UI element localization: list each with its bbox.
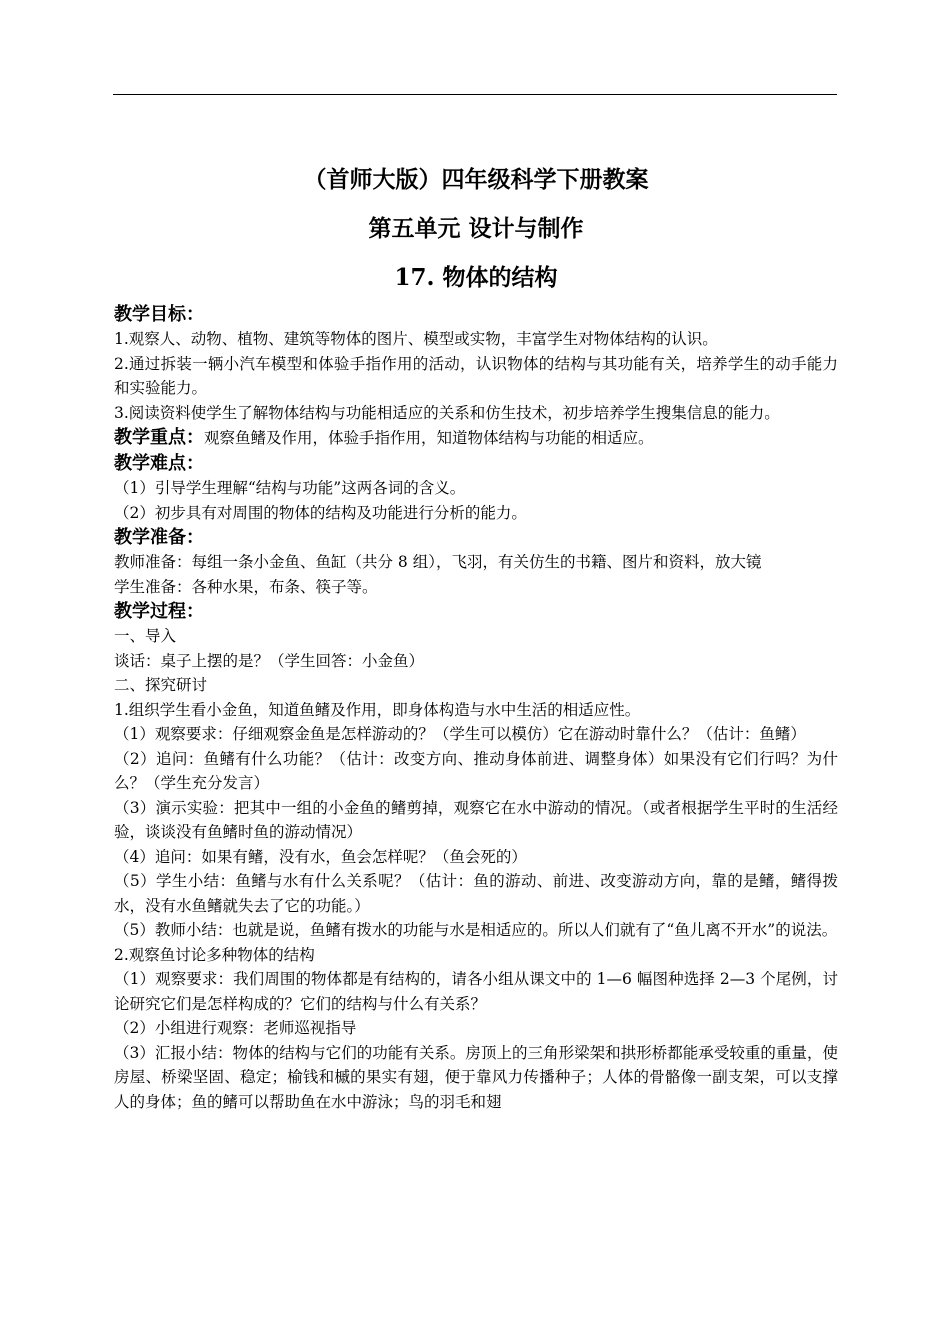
difficulty-item: （2）初步具有对周围的物体的结构及功能进行分析的能力。 [114, 503, 527, 522]
process-line: 二、探究研讨 [114, 676, 208, 694]
header-rule [113, 94, 837, 95]
process-line: （4）追问：如果有鳍，没有水，鱼会怎样呢？（鱼会死的） [114, 847, 527, 866]
process-line: （3）汇报小结：物体的结构与它们的功能有关系。房顶上的三角形梁架和拱形桥都能承受较重的重量，使房屋、桥梁坚固、稳定；榆钱和槭的果实有翅，便于靠风力传播种子；人体的骨骼像一副支架，可以支撑人的身体；鱼的鳍可以帮助鱼在水中游泳；鸟的羽毛和翅 [114, 1043, 838, 1111]
process-line: （3）演示实验：把其中一组的小金鱼的鳍剪掉，观察它在水中游动的情况。（或者根据学生平时的生活经验，谈谈没有鱼鳍时鱼的游动情况） [114, 798, 838, 841]
difficulties-heading: 教学难点： [114, 453, 204, 474]
process-line: （5）教师小结：也就是说，鱼鳍有拨水的功能与水是相适应的。所以人们就有了“鱼儿离不开水”的说法。 [114, 921, 838, 939]
process-line: 1.组织学生看小金鱼，知道鱼鳍及作用，即身体构造与水中生活的相适应性。 [114, 700, 641, 719]
goals-heading: 教学目标： [114, 304, 204, 325]
document-title: （首师大版）四年级科学下册教案 [303, 166, 649, 193]
goal-item: 1.观察人、动物、植物、建筑等物体的图片、模型或实物，丰富学生对物体结构的认识。 [114, 330, 718, 348]
process-line: 2.观察鱼讨论多种物体的结构 [114, 945, 315, 964]
document-body [114, 150, 838, 1114]
preparation-item: 教师准备：每组一条小金鱼、鱼缸（共分 8 组），飞羽，有关仿生的书籍、图片和资料，放大镜 [114, 553, 762, 571]
key-points-text: 观察鱼鳍及作用，体验手指作用，知道物体结构与功能的相适应。 [204, 429, 654, 447]
process-line: （1）观察要求：我们周围的物体都是有结构的，请各小组从课文中的 1—6 幅图种选择 2—3 个尾例，讨论研究它们是怎样构成的？它们的结构与什么有关系？ [114, 970, 838, 1013]
process-line: （5）学生小结：鱼鳍与水有什么关系呢？（估计：鱼的游动、前进、改变游动方向，靠的是鳍，鳍得拨水，没有水鱼鳍就失去了它的功能。） [114, 872, 838, 915]
process-line: 一、导入 [114, 627, 177, 645]
difficulty-item: （1）引导学生理解“结构与功能”这两各词的含义。 [114, 479, 466, 497]
goal-item: 3.阅读资料使学生了解物体结构与功能相适应的关系和仿生技术，初步培养学生搜集信息的能力。 [114, 403, 780, 422]
process-heading: 教学过程： [114, 601, 204, 622]
process-line: （2）追问：鱼鳍有什么功能？（估计：改变方向、推动身体前进、调整身体）如果没有它们行吗？为什么？（学生充分发言） [114, 749, 838, 792]
preparation-heading: 教学准备： [114, 527, 204, 548]
key-points-heading: 教学重点： [114, 427, 204, 448]
process-line: （1）观察要求：仔细观察金鱼是怎样游动的？（学生可以模仿）它在游动时靠什么？（估计：鱼鳍） [114, 725, 806, 743]
unit-title: 第五单元 设计与制作 [368, 215, 584, 242]
goal-item: 2.通过拆装一辆小汽车模型和体验手指作用的活动，认识物体的结构与其功能有关，培养学生的动手能力和实验能力。 [114, 354, 838, 397]
process-line: 谈话：桌子上摆的是？（学生回答：小金鱼） [114, 651, 425, 670]
key-points-row [114, 425, 838, 451]
process-line: （2）小组进行观察：老师巡视指导 [114, 1019, 357, 1037]
lesson-title: 17. 物体的结构 [394, 264, 558, 291]
preparation-item: 学生准备：各种水果，布条、筷子等。 [114, 577, 378, 596]
